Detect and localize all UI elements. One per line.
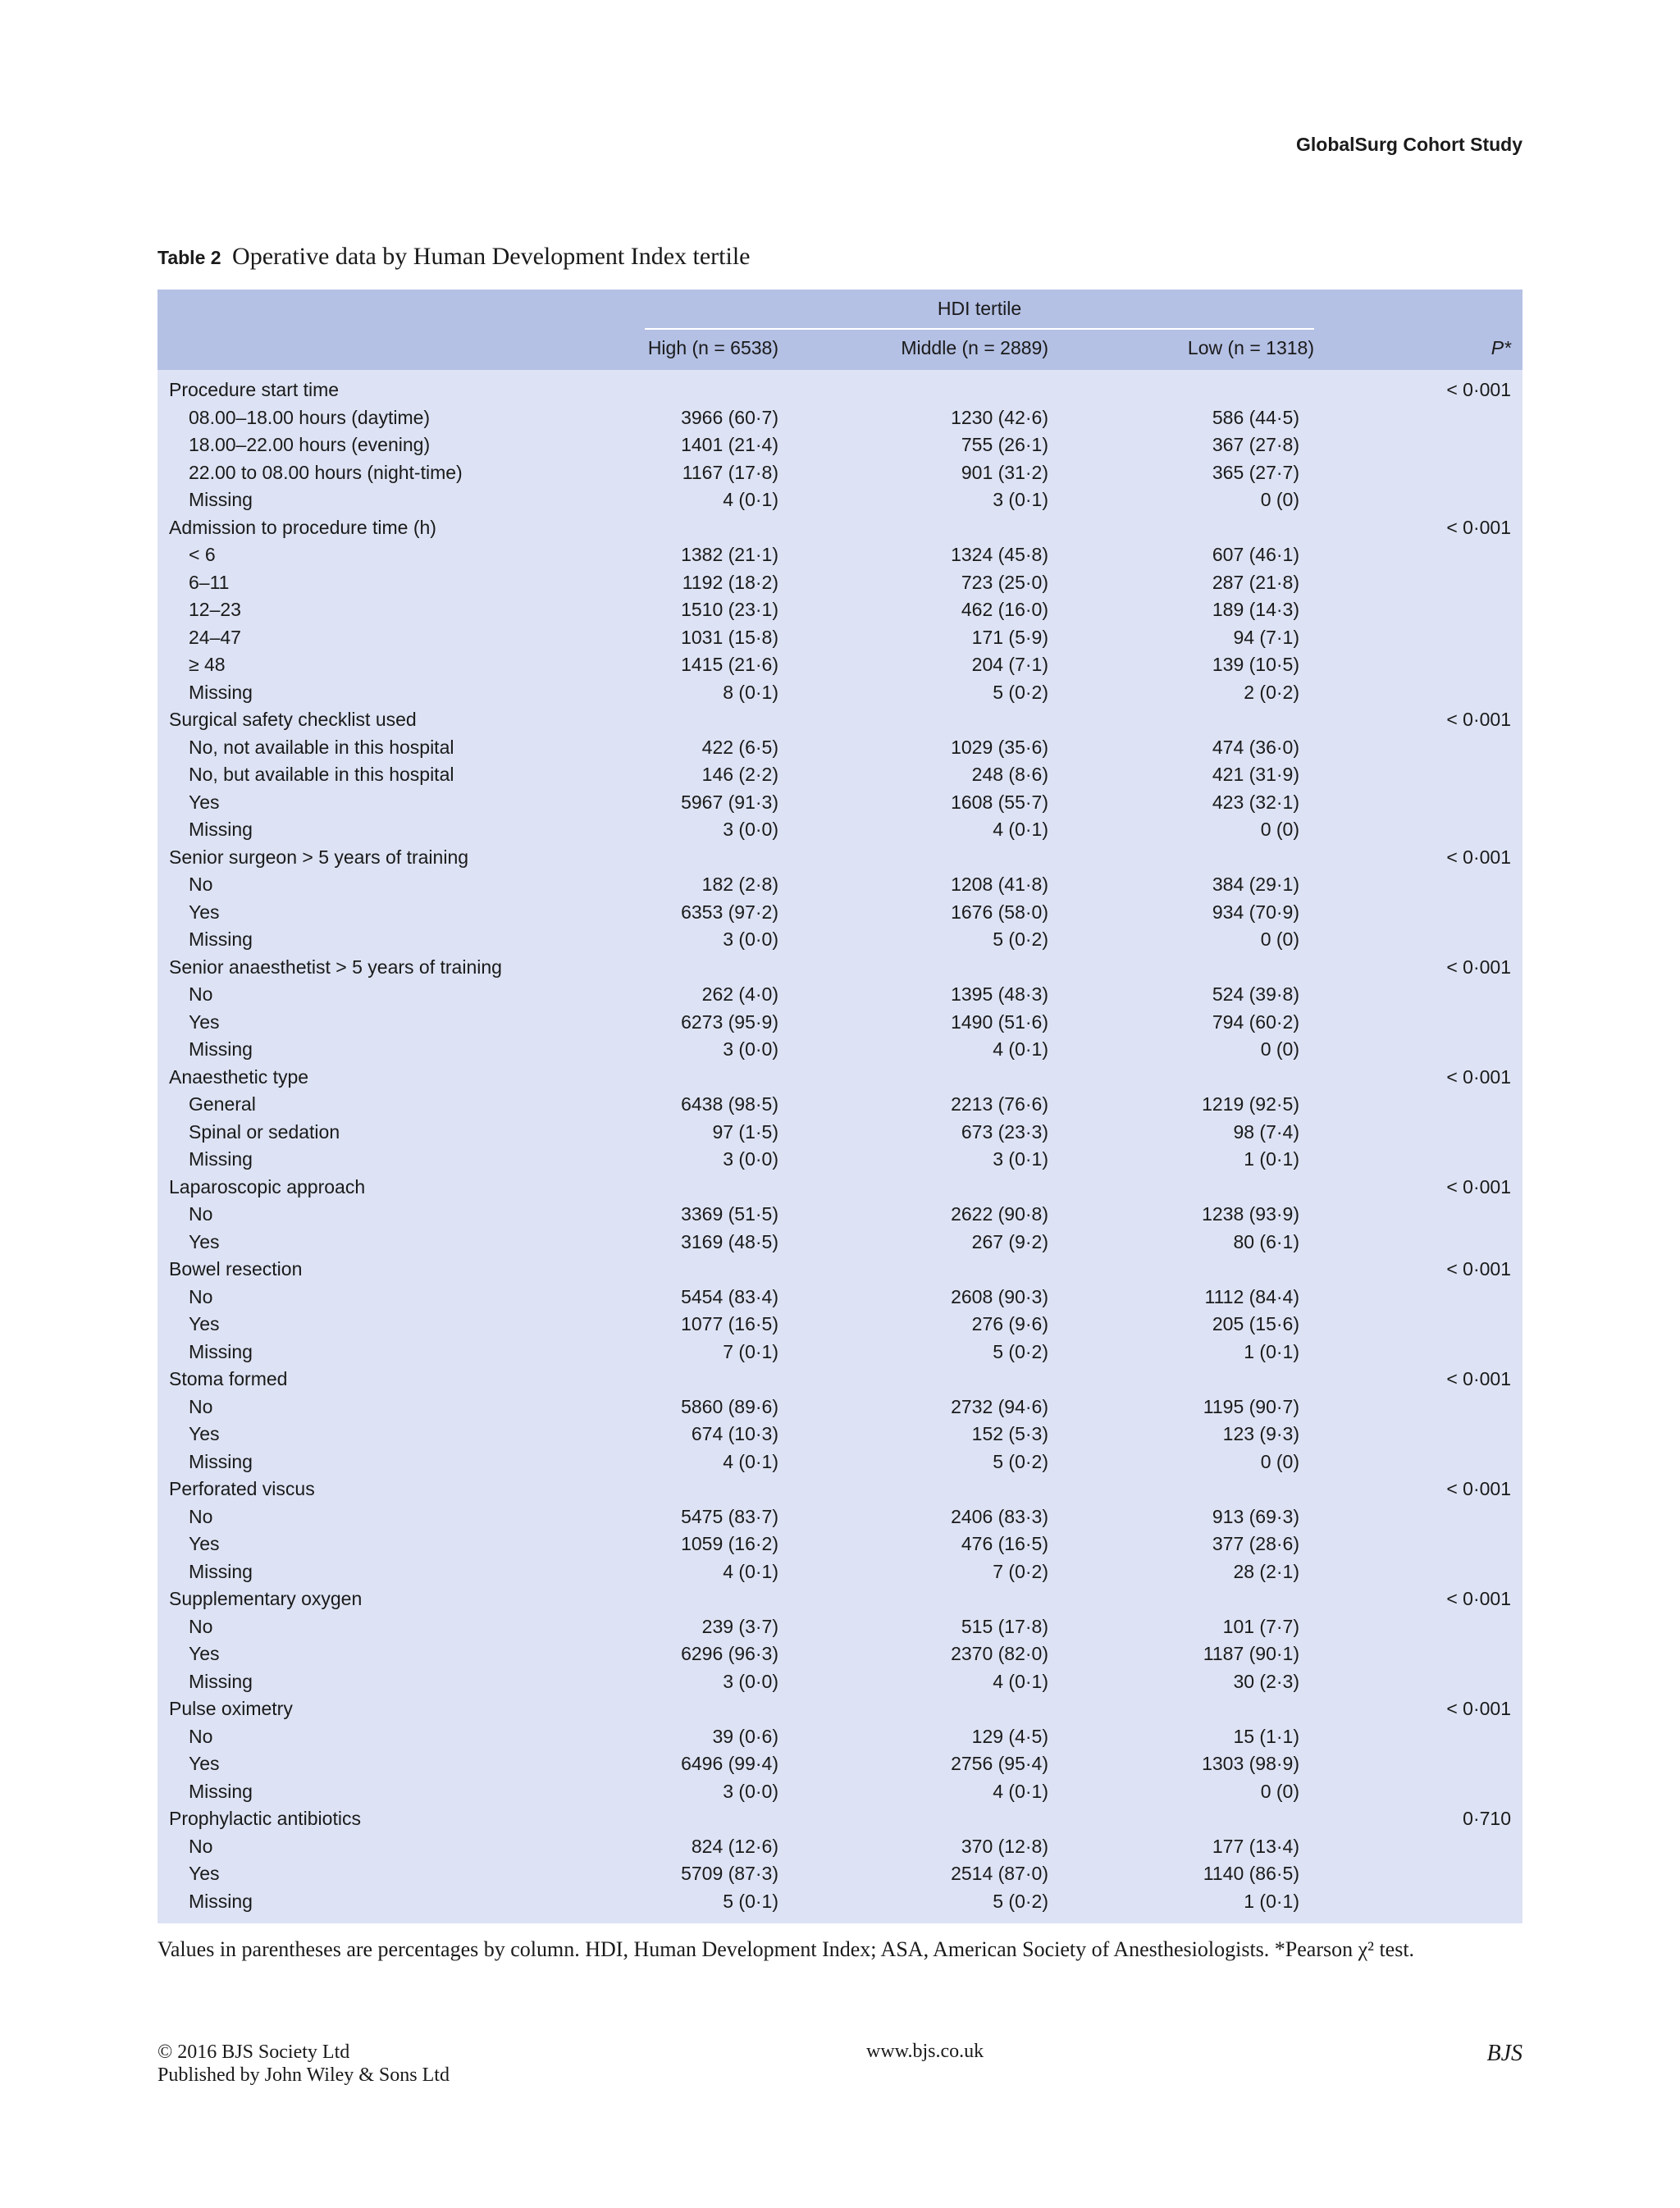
cell-middle: 723 (25·0) xyxy=(961,571,1048,593)
table-row xyxy=(158,431,1522,459)
table-section-row xyxy=(158,1585,1522,1613)
row-label: Yes xyxy=(189,1533,220,1554)
table-row xyxy=(158,1146,1522,1174)
row-label: Missing xyxy=(189,681,253,703)
cell-high: 146 (2·2) xyxy=(701,764,778,785)
cell-low: 474 (36·0) xyxy=(1212,736,1299,758)
row-label: Laparoscopic approach xyxy=(169,1175,366,1198)
cell-high: 4 (0·1) xyxy=(723,1450,778,1472)
cell-middle: 171 (5·9) xyxy=(971,626,1048,648)
cell-low: 30 (2·3) xyxy=(1233,1670,1299,1692)
data-table xyxy=(158,290,1522,1923)
cell-middle: 2622 (90·8) xyxy=(951,1203,1048,1225)
cell-middle: 4 (0·1) xyxy=(993,1780,1048,1802)
table-row xyxy=(158,404,1522,432)
table-row xyxy=(158,899,1522,927)
cell-low: 365 (27·7) xyxy=(1212,461,1299,483)
journal-url[interactable]: www.bjs.co.uk xyxy=(866,2041,984,2062)
table-row xyxy=(158,1229,1522,1257)
cell-low: 524 (39·8) xyxy=(1212,983,1299,1005)
cell-low: 205 (15·6) xyxy=(1212,1313,1299,1334)
journal-logo: BJS xyxy=(1486,2041,1522,2066)
cell-low: 0 (0) xyxy=(1260,1780,1299,1802)
header-rule xyxy=(645,328,1314,330)
cell-high: 422 (6·5) xyxy=(701,736,778,758)
row-label: Yes xyxy=(189,1863,220,1884)
table-row xyxy=(158,1421,1522,1448)
table-row xyxy=(158,1723,1522,1751)
row-label: Prophylactic antibiotics xyxy=(169,1808,361,1829)
row-label: 6–11 xyxy=(189,571,230,593)
row-label: Missing xyxy=(189,1890,253,1912)
cell-high: 182 (2·8) xyxy=(701,874,778,895)
table-row xyxy=(158,1613,1522,1641)
hdi-tertile-header: HDI tertile xyxy=(937,298,1022,319)
cell-high: 239 (3·7) xyxy=(701,1615,778,1637)
cell-middle: 673 (23·3) xyxy=(961,1120,1048,1143)
row-label: Surgical safety checklist used xyxy=(169,709,417,730)
cell-low: 0 (0) xyxy=(1260,819,1299,840)
cell-low: 0 (0) xyxy=(1260,928,1299,950)
row-label: Senior anaesthetist > 5 years of training xyxy=(169,956,502,978)
cell-high: 1382 (21·1) xyxy=(681,544,778,565)
table-row xyxy=(158,1778,1522,1806)
cell-low: 123 (9·3) xyxy=(1222,1423,1299,1444)
cell-high: 824 (12·6) xyxy=(691,1835,778,1857)
table-row xyxy=(158,486,1522,514)
row-label: Missing xyxy=(189,1340,253,1362)
cell-middle: 5 (0·2) xyxy=(993,1340,1048,1362)
row-label: No xyxy=(189,983,213,1005)
row-label: Senior surgeon > 5 years of training xyxy=(169,846,469,868)
table-row xyxy=(158,1448,1522,1476)
table-section-row xyxy=(158,844,1522,872)
cell-middle: 462 (16·0) xyxy=(961,599,1048,620)
cell-p-value: < 0·001 xyxy=(1446,1065,1511,1088)
table-row xyxy=(158,981,1522,1009)
cell-high: 1167 (17·8) xyxy=(682,461,778,483)
cell-low: 1112 (84·4) xyxy=(1204,1285,1299,1307)
table-row xyxy=(158,541,1522,569)
table-row xyxy=(158,1668,1522,1696)
cell-p-value: < 0·001 xyxy=(1446,1368,1511,1389)
row-label: No xyxy=(189,1395,213,1417)
row-label: Yes xyxy=(189,1753,220,1774)
cell-low: 934 (70·9) xyxy=(1212,901,1299,923)
row-label: Spinal or sedation xyxy=(189,1120,340,1143)
row-label: No xyxy=(189,1615,213,1637)
table-row xyxy=(158,1531,1522,1558)
cell-p-value: < 0·001 xyxy=(1446,379,1511,400)
cell-middle: 1395 (48·3) xyxy=(951,983,1048,1005)
row-label: Missing xyxy=(189,1450,253,1472)
col-low-header: Low (n = 1318) xyxy=(1187,337,1314,358)
row-label: Yes xyxy=(189,1313,220,1334)
cell-high: 1415 (21·6) xyxy=(681,654,778,675)
table-row xyxy=(158,1009,1522,1037)
cell-middle: 476 (16·5) xyxy=(961,1533,1048,1554)
cell-low: 1187 (90·1) xyxy=(1203,1643,1299,1664)
cell-low: 80 (6·1) xyxy=(1233,1230,1299,1252)
cell-high: 5860 (89·6) xyxy=(681,1395,778,1417)
cell-high: 1401 (21·4) xyxy=(681,434,778,455)
cell-p-value: 0·710 xyxy=(1463,1808,1511,1829)
row-label: Supplementary oxygen xyxy=(169,1588,363,1609)
cell-low: 586 (44·5) xyxy=(1212,406,1299,428)
cell-high: 3369 (51·5) xyxy=(681,1203,778,1225)
cell-low: 1303 (98·9) xyxy=(1202,1753,1299,1774)
table-row xyxy=(158,1888,1522,1916)
cell-high: 6296 (96·3) xyxy=(681,1643,778,1664)
cell-high: 5967 (91·3) xyxy=(681,791,778,813)
table-row xyxy=(158,1119,1522,1147)
cell-p-value: < 0·001 xyxy=(1446,846,1511,868)
row-label: 24–47 xyxy=(189,626,241,648)
row-label: Missing xyxy=(189,1780,253,1802)
cell-middle: 2732 (94·6) xyxy=(951,1395,1048,1417)
cell-p-value: < 0·001 xyxy=(1446,1478,1511,1499)
cell-low: 1195 (90·7) xyxy=(1203,1395,1299,1417)
cell-high: 5454 (83·4) xyxy=(681,1285,778,1307)
table-section-row xyxy=(158,1256,1522,1284)
col-middle-header: Middle (n = 2889) xyxy=(901,337,1048,358)
cell-low: 421 (31·9) xyxy=(1212,764,1299,785)
col-high-header: High (n = 6538) xyxy=(647,337,778,358)
cell-p-value: < 0·001 xyxy=(1446,709,1511,730)
table-row xyxy=(158,816,1522,844)
table-row xyxy=(158,789,1522,817)
table-row xyxy=(158,871,1522,899)
cell-low: 423 (32·1) xyxy=(1212,791,1299,813)
table-section-row xyxy=(158,1695,1522,1723)
cell-middle: 5 (0·2) xyxy=(993,1890,1048,1912)
row-label: Missing xyxy=(189,1670,253,1692)
cell-middle: 2514 (87·0) xyxy=(951,1863,1048,1884)
table-row xyxy=(158,1860,1522,1888)
cell-middle: 1608 (55·7) xyxy=(951,791,1048,813)
cell-low: 2 (0·2) xyxy=(1244,681,1299,703)
row-label: 22.00 to 08.00 hours (night-time) xyxy=(189,461,463,483)
cell-middle: 2213 (76·6) xyxy=(951,1093,1048,1115)
table-row xyxy=(158,1640,1522,1668)
row-label: Perforated viscus xyxy=(169,1478,315,1499)
table-row xyxy=(158,734,1522,762)
cell-middle: 1029 (35·6) xyxy=(951,736,1048,758)
cell-low: 1 (0·1) xyxy=(1244,1890,1299,1912)
row-label: Missing xyxy=(189,1560,253,1582)
cell-middle: 4 (0·1) xyxy=(993,819,1048,840)
cell-high: 3169 (48·5) xyxy=(681,1230,778,1252)
row-label: 12–23 xyxy=(189,599,241,620)
row-label: 18.00–22.00 hours (evening) xyxy=(189,434,431,455)
cell-p-value: < 0·001 xyxy=(1446,1698,1511,1719)
row-label: Bowel resection xyxy=(169,1258,303,1280)
row-label: Yes xyxy=(189,1010,220,1033)
row-label: Procedure start time xyxy=(169,379,340,400)
row-label: Admission to procedure time (h) xyxy=(169,516,436,538)
cell-middle: 204 (7·1) xyxy=(971,654,1048,675)
table-row xyxy=(158,1091,1522,1119)
row-label: Missing xyxy=(189,1038,253,1060)
table-section-row xyxy=(158,1476,1522,1503)
cell-middle: 2370 (82·0) xyxy=(951,1643,1048,1664)
row-label: No xyxy=(189,874,213,895)
row-label: Missing xyxy=(189,489,253,510)
cell-middle: 267 (9·2) xyxy=(971,1230,1048,1252)
cell-p-value: < 0·001 xyxy=(1446,956,1511,978)
table-row xyxy=(158,1833,1522,1861)
cell-low: 0 (0) xyxy=(1260,1038,1299,1060)
cell-low: 94 (7·1) xyxy=(1233,626,1299,648)
cell-middle: 370 (12·8) xyxy=(961,1835,1048,1857)
cell-high: 3 (0·0) xyxy=(723,1780,778,1802)
row-label: Missing xyxy=(189,1148,253,1170)
cell-low: 794 (60·2) xyxy=(1212,1010,1299,1033)
row-label: Missing xyxy=(189,819,253,840)
cell-low: 0 (0) xyxy=(1260,489,1299,510)
publisher: Published by John Wiley & Sons Ltd xyxy=(158,2064,450,2086)
row-label: Yes xyxy=(189,791,220,813)
cell-low: 1219 (92·5) xyxy=(1202,1093,1299,1115)
cell-middle: 5 (0·2) xyxy=(993,681,1048,703)
cell-middle: 755 (26·1) xyxy=(961,434,1048,455)
cell-low: 384 (29·1) xyxy=(1212,874,1299,895)
cell-low: 1 (0·1) xyxy=(1244,1340,1299,1362)
cell-middle: 5 (0·2) xyxy=(993,928,1048,950)
table-row xyxy=(158,624,1522,652)
table-row xyxy=(158,761,1522,789)
cell-middle: 7 (0·2) xyxy=(993,1560,1048,1582)
cell-high: 3 (0·0) xyxy=(723,1038,778,1060)
cell-low: 15 (1·1) xyxy=(1233,1725,1299,1747)
cell-middle: 3 (0·1) xyxy=(993,1148,1048,1170)
cell-high: 1059 (16·2) xyxy=(681,1533,778,1554)
cell-low: 1140 (86·5) xyxy=(1203,1863,1299,1884)
table-row xyxy=(158,1394,1522,1421)
cell-low: 101 (7·7) xyxy=(1222,1615,1299,1637)
cell-high: 97 (1·5) xyxy=(712,1120,778,1143)
table-title: Operative data by Human Development Index tertile xyxy=(232,243,751,270)
table-section-row xyxy=(158,514,1522,542)
cell-middle: 515 (17·8) xyxy=(961,1615,1048,1637)
row-label: < 6 xyxy=(189,544,216,565)
cell-high: 3966 (60·7) xyxy=(681,406,778,428)
table-row xyxy=(158,679,1522,707)
cell-low: 607 (46·1) xyxy=(1212,544,1299,565)
cell-low: 139 (10·5) xyxy=(1212,654,1299,675)
cell-low: 287 (21·8) xyxy=(1212,571,1299,593)
table-row xyxy=(158,1503,1522,1531)
col-p-header: P* xyxy=(1491,337,1511,358)
table-row xyxy=(158,1558,1522,1586)
cell-high: 262 (4·0) xyxy=(701,983,778,1005)
cell-p-value: < 0·001 xyxy=(1446,1588,1511,1609)
cell-middle: 4 (0·1) xyxy=(993,1038,1048,1060)
cell-middle: 152 (5·3) xyxy=(971,1423,1048,1444)
cell-middle: 2608 (90·3) xyxy=(951,1285,1048,1307)
row-label: No xyxy=(189,1285,213,1307)
table-row xyxy=(158,1036,1522,1064)
row-label: Anaesthetic type xyxy=(169,1065,309,1088)
table-row xyxy=(158,651,1522,679)
cell-middle: 1230 (42·6) xyxy=(951,406,1048,428)
table-row xyxy=(158,459,1522,487)
cell-low: 367 (27·8) xyxy=(1212,434,1299,455)
row-label: Missing xyxy=(189,928,253,950)
running-head: GlobalSurg Cohort Study xyxy=(1296,134,1522,155)
cell-low: 28 (2·1) xyxy=(1233,1560,1299,1582)
row-label: ≥ 48 xyxy=(189,654,226,675)
row-label: No xyxy=(189,1835,213,1857)
cell-low: 913 (69·3) xyxy=(1212,1505,1299,1527)
table-row xyxy=(158,1201,1522,1229)
table-section-row xyxy=(158,706,1522,734)
row-label: No xyxy=(189,1725,213,1747)
row-label: Yes xyxy=(189,1230,220,1252)
row-label: Yes xyxy=(189,1423,220,1444)
cell-high: 6496 (99·4) xyxy=(681,1753,778,1774)
cell-low: 1 (0·1) xyxy=(1244,1148,1299,1170)
table-body xyxy=(158,370,1522,1923)
table-row xyxy=(158,1284,1522,1312)
cell-high: 6438 (98·5) xyxy=(681,1093,778,1115)
cell-p-value: < 0·001 xyxy=(1446,516,1511,538)
row-label: Yes xyxy=(189,1643,220,1664)
copyright: © 2016 BJS Society Ltd xyxy=(158,2041,350,2063)
table-footnote: Values in parentheses are percentages by column. HDI, Human Development Index; ASA, American Society of Anesthesiologists. *Pearson χ² test. xyxy=(158,1937,1415,1961)
row-label: 08.00–18.00 hours (daytime) xyxy=(189,406,431,428)
cell-high: 8 (0·1) xyxy=(723,681,778,703)
cell-high: 1510 (23·1) xyxy=(681,599,778,620)
table-row xyxy=(158,926,1522,954)
table-section-row xyxy=(158,954,1522,982)
cell-low: 98 (7·4) xyxy=(1233,1120,1299,1143)
cell-high: 3 (0·0) xyxy=(723,928,778,950)
cell-middle: 248 (8·6) xyxy=(971,764,1048,785)
cell-middle: 1490 (51·6) xyxy=(951,1010,1048,1033)
cell-high: 674 (10·3) xyxy=(691,1423,778,1444)
row-label: No xyxy=(189,1505,213,1527)
table-section-row xyxy=(158,376,1522,404)
cell-middle: 129 (4·5) xyxy=(971,1725,1048,1747)
cell-high: 6273 (95·9) xyxy=(681,1010,778,1033)
table-row xyxy=(158,1750,1522,1778)
table-row xyxy=(158,1311,1522,1339)
cell-high: 5709 (87·3) xyxy=(681,1863,778,1884)
table-label: Table 2 xyxy=(158,247,221,268)
cell-high: 7 (0·1) xyxy=(723,1340,778,1362)
cell-p-value: < 0·001 xyxy=(1446,1258,1511,1280)
row-label: Yes xyxy=(189,901,220,923)
table-section-row xyxy=(158,1805,1522,1833)
cell-high: 5475 (83·7) xyxy=(681,1505,778,1527)
cell-low: 377 (28·6) xyxy=(1212,1533,1299,1554)
cell-low: 177 (13·4) xyxy=(1212,1835,1299,1857)
row-label: General xyxy=(189,1093,256,1115)
cell-high: 1192 (18·2) xyxy=(682,571,778,593)
cell-p-value: < 0·001 xyxy=(1446,1175,1511,1198)
cell-low: 0 (0) xyxy=(1260,1450,1299,1472)
cell-high: 1031 (15·8) xyxy=(681,626,778,648)
table-caption xyxy=(158,243,750,271)
table-section-row xyxy=(158,1064,1522,1092)
table-row xyxy=(158,1339,1522,1366)
row-label: Pulse oximetry xyxy=(169,1698,293,1719)
cell-low: 189 (14·3) xyxy=(1212,599,1299,620)
cell-high: 5 (0·1) xyxy=(723,1890,778,1912)
table-row xyxy=(158,596,1522,624)
cell-high: 6353 (97·2) xyxy=(681,901,778,923)
cell-high: 3 (0·0) xyxy=(723,1148,778,1170)
cell-high: 4 (0·1) xyxy=(723,1560,778,1582)
cell-high: 39 (0·6) xyxy=(712,1725,778,1747)
cell-high: 3 (0·0) xyxy=(723,1670,778,1692)
cell-middle: 2756 (95·4) xyxy=(951,1753,1048,1774)
table-section-row xyxy=(158,1174,1522,1202)
cell-high: 4 (0·1) xyxy=(723,489,778,510)
table-section-row xyxy=(158,1366,1522,1394)
cell-middle: 1208 (41·8) xyxy=(951,874,1048,895)
row-label: No xyxy=(189,1203,213,1225)
cell-high: 3 (0·0) xyxy=(723,819,778,840)
row-label: No, not available in this hospital xyxy=(189,736,454,758)
row-label: No, but available in this hospital xyxy=(189,764,454,785)
cell-middle: 1676 (58·0) xyxy=(951,901,1048,923)
footer-left xyxy=(158,2041,450,2087)
cell-high: 1077 (16·5) xyxy=(681,1313,778,1334)
cell-middle: 5 (0·2) xyxy=(993,1450,1048,1472)
cell-middle: 901 (31·2) xyxy=(961,461,1048,483)
cell-low: 1238 (93·9) xyxy=(1202,1203,1299,1225)
row-label: Stoma formed xyxy=(169,1368,288,1389)
cell-middle: 276 (9·6) xyxy=(971,1313,1048,1334)
cell-middle: 3 (0·1) xyxy=(993,489,1048,510)
cell-middle: 1324 (45·8) xyxy=(951,544,1048,565)
table-row xyxy=(158,569,1522,597)
cell-middle: 2406 (83·3) xyxy=(951,1505,1048,1527)
cell-middle: 4 (0·1) xyxy=(993,1670,1048,1692)
table-header xyxy=(158,290,1522,370)
